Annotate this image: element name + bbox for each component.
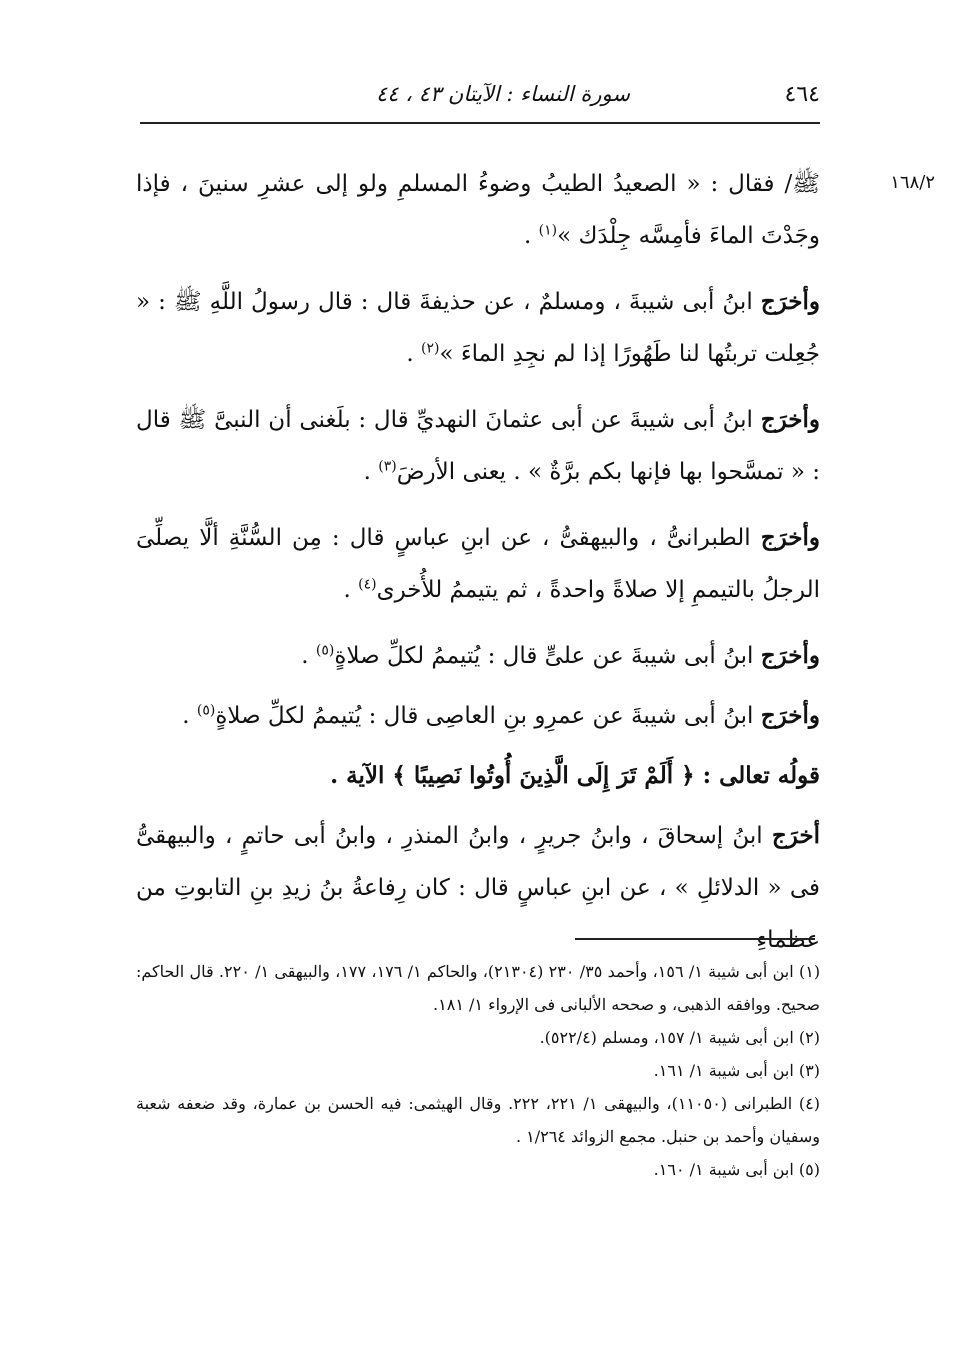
footnote: (١) ابن أبى شيبة ١/ ١٥٦، وأحمد ٣٥/ ٢٣٠ (٢١٣٠٤)، والحاكم ١/ ١٧٦، ١٧٧، والبيهقى ١/ ٢٢٠. قال الحاكم: صحيح. ووافقه الذهبى، و صححه الألبانى فى الإرواء ١/ ١٨١. (136, 962, 821, 1014)
paragraph: وأخرَج ابنُ أبى شيبةَ عن أبى عثمانَ النهديِّ قال : بلَغنى أن النبىَّ ﷺ قال : « تمسَّحوا بها فإنها بكم برَّةٌ » . يعنى الأرضَ$^{(٣)}$ . (136, 406, 820, 485)
footnote-marker: (٤) (358, 576, 377, 593)
running-title: سورة النساء : الآيتان ٤٣ ، ٤٤ (375, 82, 630, 106)
paragraph: وأخرَج ابنُ أبى شيبةَ عن عمرِو بنِ العاصِى قال : يُتيممُ لكلِّ صلاةٍ$^{(٥)}$ . (182, 702, 820, 729)
footnote-marker: (٥) (315, 642, 335, 659)
margin-reference: ١٦٨/٢ (890, 172, 935, 193)
footnotes (136, 955, 820, 1186)
header-rule (140, 122, 820, 124)
main-text (136, 158, 820, 980)
paragraph: أخرَج ابنُ إسحاقَ ، وابنُ جريرٍ ، وابنُ المنذرِ ، وابنُ أبى حاتمٍ ، والبيهقىُّ فى « الدلائلِ » ، عن ابنِ عباسٍ قال : كان رِفاعةُ بنُ زيدِ بنِ التابوتِ من عظماءِ (136, 822, 820, 953)
footnote: (٤) الطبرانى (١١٠٥٠)، والبيهقى ١/ ٢٢١، ٢٢٢. وقال الهيثمى: فيه الحسن بن عمارة، وقد ضعفه شعبة وسفيان وأحمد بن حنبل. مجمع الزوائد ١/٢٦٤ . (136, 1094, 820, 1146)
page-header (140, 78, 820, 114)
quran-verse-heading: قولُه تعالى : ﴿ أَلَمْ تَرَ إِلَى الَّذِينَ أُوتُوا نَصِيبًا ﴾ الآية . (330, 762, 820, 789)
paragraph: وأخرَج ابنُ أبى شيبةَ عن علىٍّ قال : يُتيممُ لكلِّ صلاةٍ$^{(٥)}$ . (301, 642, 820, 669)
footnote-separator (575, 938, 815, 940)
page-number: ٤٦٤ (784, 82, 820, 107)
footnote: (٥) ابن أبى شيبة ١/ ١٦٠. (653, 1160, 820, 1179)
paragraph: ﷺ/ فقال : « الصعيدُ الطيبُ وضوءُ المسلمِ ولو إلى عشرِ سنينَ ، فإذا وجَدْتَ الماءَ فأمِسَّه جِلْدَك »$^{(١)}$ . (136, 171, 820, 249)
footnote: (٣) ابن أبى شيبة ١/ ١٦١. (653, 1061, 820, 1080)
footnote-marker: (٢) (420, 340, 440, 357)
footnote: (٢) ابن أبى شيبة ١/ ١٥٧، ومسلم (٥٢٢/٤). (539, 1028, 820, 1047)
footnote-marker: (١) (538, 222, 558, 239)
footnote-marker: (٥) (196, 702, 216, 719)
footnote-marker: (٣) (378, 458, 397, 475)
paragraph: وأخرَج الطبرانىُّ ، والبيهقىُّ ، عن ابنِ عباسٍ قال : مِن السُّنَّةِ ألَّا يصلِّىَ الرجلُ بالتيممِ إلا صلاةً واحدةً ، ثم يتيممُ للأُخرى$^{(٤)}$ . (136, 524, 820, 603)
paragraph: وأخرَج ابنُ أبى شيبةَ ، ومسلمٌ ، عن حذيفةَ قال : قال رسولُ اللَّهِ ﷺ : « جُعِلت تربتُها لنا طَهُورًا إذا لم نجِدِ الماءَ »$^{(٢)}$ . (136, 288, 820, 367)
